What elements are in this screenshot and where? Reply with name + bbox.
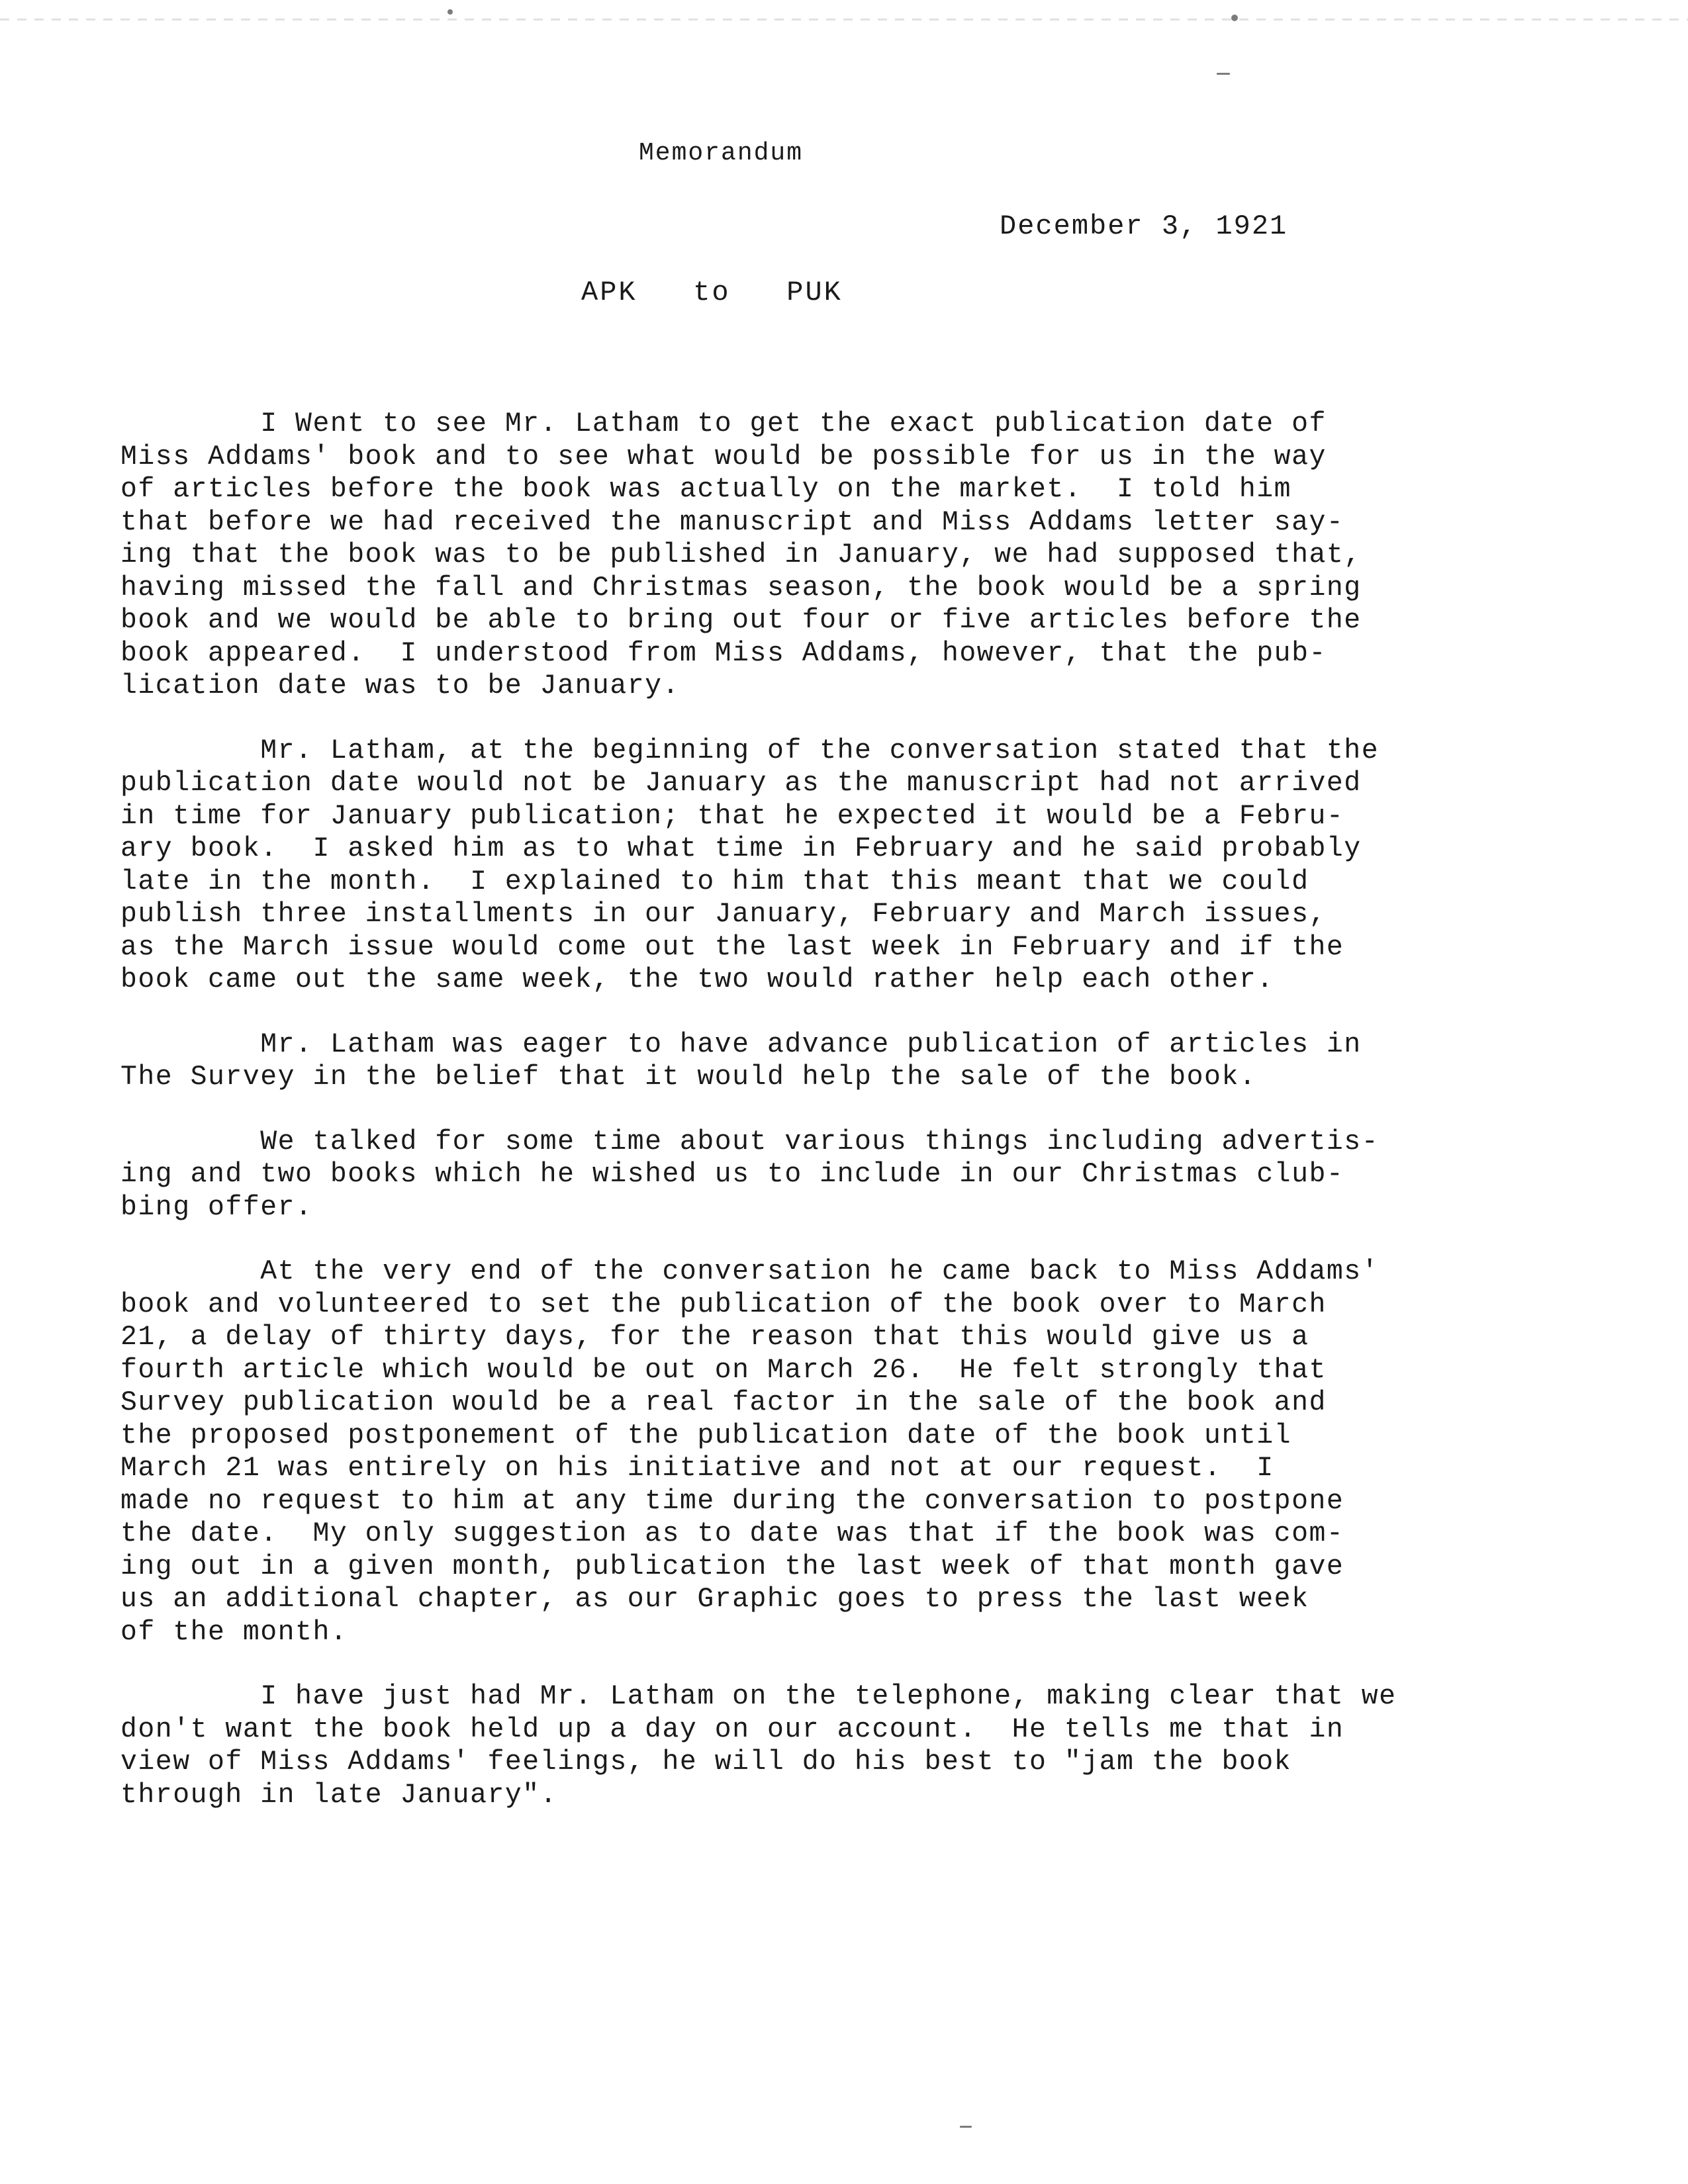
scan-artifact-dash — [960, 2126, 972, 2128]
memo-line: made no request to him at any time during the conversation to postpone — [120, 1485, 1344, 1517]
memo-line: We talked for some time about various things including advertis- — [120, 1126, 1380, 1158]
memo-line: I have just had Mr. Latham on the telephone, making clear that we — [120, 1681, 1397, 1712]
memo-paragraph — [120, 1255, 1557, 1649]
memo-body — [120, 408, 1557, 1843]
memo-line: publication date would not be January as the manuscript had not arrived — [120, 768, 1362, 799]
memo-line: the proposed postponement of the publication date of the book until — [120, 1420, 1292, 1451]
memo-line: bing offer. — [120, 1191, 313, 1223]
memo-line: lication date was to be January. — [120, 670, 680, 702]
memo-line: don't want the book held up a day on our account. He tells me that in — [120, 1713, 1344, 1745]
memo-line: through in late January". — [120, 1779, 558, 1811]
memo-line: I Went to see Mr. Latham to get the exact publication date of — [120, 408, 1327, 439]
memo-line: book came out the same week, the two would rather help each other. — [120, 964, 1274, 995]
scan-artifact-dash — [1217, 73, 1230, 75]
memo-paragraph — [120, 1028, 1557, 1094]
memo-date: December 3, 1921 — [1000, 210, 1288, 242]
memo-line: in time for January publication; that he expected it would be a Febru- — [120, 800, 1344, 832]
memo-line: of the month. — [120, 1616, 348, 1648]
memo-line: as the March issue would come out the last week in February and if the — [120, 931, 1344, 963]
scan-artifact-top — [0, 19, 1688, 21]
memo-line: view of Miss Addams' feelings, he will do his best to "jam the book — [120, 1747, 1292, 1778]
memo-line: Miss Addams' book and to see what would be possible for us in the way — [120, 441, 1327, 473]
memo-paragraph — [120, 408, 1557, 703]
memo-line: Survey publication would be a real factor in the sale of the book and — [120, 1387, 1327, 1418]
memo-from-to: APK to PUK — [581, 277, 843, 308]
scan-artifact-dot — [447, 9, 453, 15]
memo-line: book and volunteered to set the publication of the book over to March — [120, 1289, 1327, 1320]
memo-line: ing out in a given month, publication the last week of that month gave — [120, 1551, 1344, 1582]
memo-line: The Survey in the belief that it would help the sale of the book. — [120, 1062, 1257, 1093]
memo-paragraph — [120, 735, 1557, 997]
memo-line: book and we would be able to bring out four or five articles before the — [120, 605, 1362, 636]
memo-line: Mr. Latham, at the beginning of the conversation stated that the — [120, 735, 1380, 766]
memo-line: March 21 was entirely on his initiative and not at our request. I — [120, 1453, 1274, 1484]
memo-line: ing that the book was to be published in January, we had supposed that, — [120, 539, 1362, 570]
memo-line: late in the month. I explained to him that this meant that we could — [120, 866, 1309, 897]
memo-line: of articles before the book was actually on the market. I told him — [120, 474, 1292, 505]
memo-line: the date. My only suggestion as to date was that if the book was com- — [120, 1518, 1344, 1549]
memo-line: 21, a delay of thirty days, for the reason that this would give us a — [120, 1322, 1309, 1353]
memo-line: book appeared. I understood from Miss Addams, however, that the pub- — [120, 637, 1327, 669]
memo-paragraph — [120, 1680, 1557, 1811]
memo-line: us an additional chapter, as our Graphic goes to press the last week — [120, 1584, 1309, 1615]
memo-line: that before we had received the manuscript and Miss Addams letter say- — [120, 506, 1344, 538]
memo-line: fourth article which would be out on March 26. He felt strongly that — [120, 1354, 1327, 1386]
memo-line: publish three installments in our January, February and March issues, — [120, 899, 1327, 930]
memo-line: ing and two books which he wished us to include in our Christmas club- — [120, 1159, 1344, 1190]
memo-line: having missed the fall and Christmas season, the book would be a spring — [120, 572, 1362, 604]
scan-artifact-dot — [1231, 15, 1238, 21]
memo-line: Mr. Latham was eager to have advance publication of articles in — [120, 1028, 1362, 1060]
memo-line: At the very end of the conversation he came back to Miss Addams' — [120, 1256, 1380, 1287]
memo-title: Memorandum — [639, 139, 804, 167]
memo-paragraph — [120, 1126, 1557, 1224]
memo-line: ary book. I asked him as to what time in February and he said probably — [120, 833, 1362, 864]
